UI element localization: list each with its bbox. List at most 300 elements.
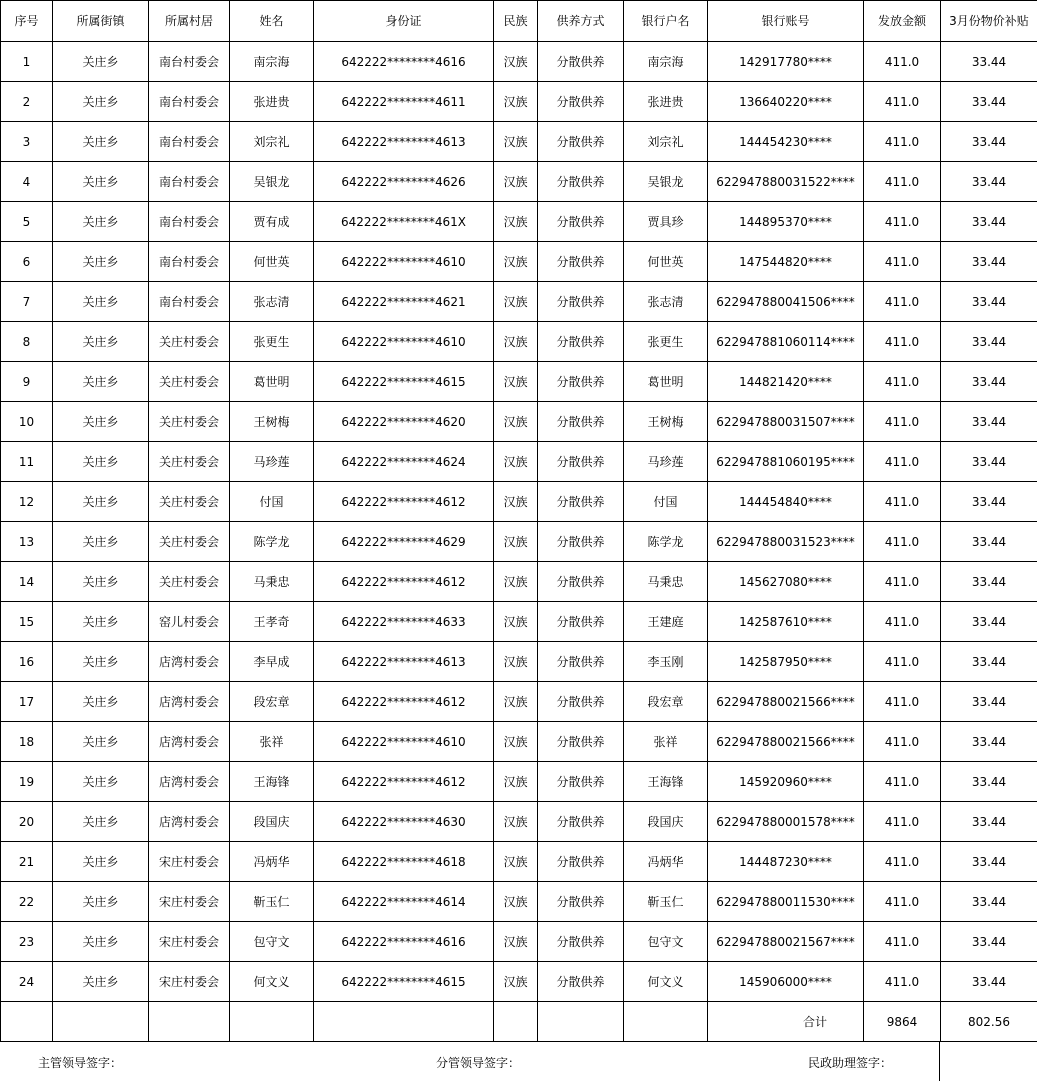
cell-town[interactable]: 关庄乡 (53, 442, 149, 482)
cell-account-number[interactable]: 136640220**** (708, 82, 864, 122)
cell-village[interactable]: 关庄村委会 (149, 442, 230, 482)
cell-account-name[interactable]: 付国 (624, 482, 708, 522)
cell-subsidy[interactable]: 33.44 (941, 522, 1037, 562)
cell-name[interactable]: 何世英 (230, 242, 314, 282)
cell-name[interactable]: 葛世明 (230, 362, 314, 402)
cell-id-card[interactable]: 642222********4611 (314, 82, 494, 122)
cell-account-number[interactable]: 622947880011530**** (708, 882, 864, 922)
cell-support-type[interactable]: 分散供养 (538, 242, 624, 282)
cell-id-card[interactable]: 642222********4624 (314, 442, 494, 482)
cell-name[interactable]: 段宏章 (230, 682, 314, 722)
cell-amount[interactable]: 411.0 (864, 202, 941, 242)
cell-name[interactable]: 张志清 (230, 282, 314, 322)
cell-id-card[interactable]: 642222********4613 (314, 122, 494, 162)
cell-subsidy[interactable]: 33.44 (941, 282, 1037, 322)
cell-account-name[interactable]: 刘宗礼 (624, 122, 708, 162)
cell-village[interactable]: 关庄村委会 (149, 362, 230, 402)
table-row (1, 402, 1037, 442)
empty-cell[interactable] (624, 1002, 708, 1042)
cell-subsidy[interactable]: 33.44 (941, 442, 1037, 482)
cell-village[interactable]: 店湾村委会 (149, 722, 230, 762)
empty-cell[interactable] (230, 1002, 314, 1042)
cell-id-card[interactable]: 642222********4612 (314, 482, 494, 522)
cell-town[interactable]: 关庄乡 (53, 482, 149, 522)
cell-subsidy[interactable]: 33.44 (941, 362, 1037, 402)
cell-support-type[interactable]: 分散供养 (538, 802, 624, 842)
cell-account-name[interactable]: 张志清 (624, 282, 708, 322)
cell-name[interactable]: 靳玉仁 (230, 882, 314, 922)
cell-ethnicity[interactable]: 汉族 (494, 482, 538, 522)
cell-village[interactable]: 南台村委会 (149, 162, 230, 202)
cell-town[interactable]: 关庄乡 (53, 602, 149, 642)
cell-subsidy[interactable]: 33.44 (941, 642, 1037, 682)
header-cell-id-card[interactable]: 身份证 (314, 1, 494, 42)
cell-amount[interactable]: 411.0 (864, 762, 941, 802)
cell-subsidy[interactable]: 33.44 (941, 82, 1037, 122)
table-row (1, 602, 1037, 642)
cell-town[interactable]: 关庄乡 (53, 322, 149, 362)
cell-town[interactable]: 关庄乡 (53, 922, 149, 962)
cell-id-card[interactable]: 642222********4612 (314, 562, 494, 602)
cell-village[interactable]: 关庄村委会 (149, 482, 230, 522)
cell-index[interactable]: 24 (1, 962, 53, 1002)
cell-village[interactable]: 南台村委会 (149, 282, 230, 322)
cell-ethnicity[interactable]: 汉族 (494, 322, 538, 362)
cell-id-card[interactable]: 642222********4616 (314, 922, 494, 962)
cell-amount[interactable]: 411.0 (864, 842, 941, 882)
cell-name[interactable]: 刘宗礼 (230, 122, 314, 162)
cell-subsidy[interactable]: 33.44 (941, 922, 1037, 962)
cell-name[interactable]: 王孝奇 (230, 602, 314, 642)
cell-amount[interactable]: 411.0 (864, 82, 941, 122)
cell-index[interactable]: 20 (1, 802, 53, 842)
cell-subsidy[interactable]: 33.44 (941, 602, 1037, 642)
cell-town[interactable]: 关庄乡 (53, 962, 149, 1002)
cell-amount[interactable]: 411.0 (864, 962, 941, 1002)
cell-support-type[interactable]: 分散供养 (538, 482, 624, 522)
cell-amount[interactable]: 411.0 (864, 402, 941, 442)
cell-village[interactable]: 宋庄村委会 (149, 882, 230, 922)
empty-cell[interactable] (314, 1002, 494, 1042)
cell-id-card[interactable]: 642222********4612 (314, 762, 494, 802)
header-cell-support-type[interactable]: 供养方式 (538, 1, 624, 42)
header-cell-town[interactable]: 所属街镇 (53, 1, 149, 42)
cell-support-type[interactable]: 分散供养 (538, 282, 624, 322)
cell-account-number[interactable]: 145906000**** (708, 962, 864, 1002)
cell-village[interactable]: 南台村委会 (149, 242, 230, 282)
cell-amount[interactable]: 411.0 (864, 442, 941, 482)
cell-name[interactable]: 吴银龙 (230, 162, 314, 202)
total-amount[interactable]: 9864 (864, 1002, 941, 1042)
cell-subsidy[interactable]: 33.44 (941, 482, 1037, 522)
cell-town[interactable]: 关庄乡 (53, 762, 149, 802)
cell-ethnicity[interactable]: 汉族 (494, 842, 538, 882)
cell-town[interactable]: 关庄乡 (53, 842, 149, 882)
cell-index[interactable]: 9 (1, 362, 53, 402)
cell-index[interactable]: 21 (1, 842, 53, 882)
cell-id-card[interactable]: 642222********4616 (314, 42, 494, 82)
cell-village[interactable]: 宋庄村委会 (149, 842, 230, 882)
cell-amount[interactable]: 411.0 (864, 722, 941, 762)
cell-ethnicity[interactable]: 汉族 (494, 282, 538, 322)
cell-account-name[interactable]: 张祥 (624, 722, 708, 762)
cell-name[interactable]: 王树梅 (230, 402, 314, 442)
header-cell-amount[interactable]: 发放金额 (864, 1, 941, 42)
cell-support-type[interactable]: 分散供养 (538, 42, 624, 82)
cell-account-number[interactable]: 144895370**** (708, 202, 864, 242)
cell-town[interactable]: 关庄乡 (53, 202, 149, 242)
cell-subsidy[interactable]: 33.44 (941, 962, 1037, 1002)
cell-id-card[interactable]: 642222********4615 (314, 362, 494, 402)
cell-account-number[interactable]: 622947880031507**** (708, 402, 864, 442)
cell-name[interactable]: 何文义 (230, 962, 314, 1002)
cell-support-type[interactable]: 分散供养 (538, 122, 624, 162)
cell-id-card[interactable]: 642222********4629 (314, 522, 494, 562)
cell-id-card[interactable]: 642222********4618 (314, 842, 494, 882)
cell-support-type[interactable]: 分散供养 (538, 682, 624, 722)
cell-account-name[interactable]: 王建庭 (624, 602, 708, 642)
cell-town[interactable]: 关庄乡 (53, 642, 149, 682)
cell-ethnicity[interactable]: 汉族 (494, 522, 538, 562)
cell-account-name[interactable]: 何世英 (624, 242, 708, 282)
cell-account-name[interactable]: 马秉忠 (624, 562, 708, 602)
cell-ethnicity[interactable]: 汉族 (494, 642, 538, 682)
cell-support-type[interactable]: 分散供养 (538, 202, 624, 242)
cell-town[interactable]: 关庄乡 (53, 722, 149, 762)
cell-ethnicity[interactable]: 汉族 (494, 762, 538, 802)
cell-name[interactable]: 马珍莲 (230, 442, 314, 482)
cell-account-number[interactable]: 622947880031523**** (708, 522, 864, 562)
cell-index[interactable]: 18 (1, 722, 53, 762)
cell-amount[interactable]: 411.0 (864, 682, 941, 722)
cell-village[interactable]: 宋庄村委会 (149, 922, 230, 962)
cell-account-name[interactable]: 何文义 (624, 962, 708, 1002)
cell-account-name[interactable]: 张进贵 (624, 82, 708, 122)
cell-town[interactable]: 关庄乡 (53, 562, 149, 602)
cell-amount[interactable]: 411.0 (864, 802, 941, 842)
cell-name[interactable]: 张进贵 (230, 82, 314, 122)
cell-account-number[interactable]: 622947881060114**** (708, 322, 864, 362)
cell-subsidy[interactable]: 33.44 (941, 682, 1037, 722)
cell-town[interactable]: 关庄乡 (53, 682, 149, 722)
cell-ethnicity[interactable]: 汉族 (494, 82, 538, 122)
cell-name[interactable]: 贾有成 (230, 202, 314, 242)
cell-id-card[interactable]: 642222********4610 (314, 242, 494, 282)
cell-subsidy[interactable]: 33.44 (941, 882, 1037, 922)
cell-ethnicity[interactable]: 汉族 (494, 242, 538, 282)
cell-support-type[interactable]: 分散供养 (538, 762, 624, 802)
cell-village[interactable]: 店湾村委会 (149, 802, 230, 842)
cell-amount[interactable]: 411.0 (864, 482, 941, 522)
cell-name[interactable]: 张更生 (230, 322, 314, 362)
header-cell-account-number[interactable]: 银行账号 (708, 1, 864, 42)
cell-name[interactable]: 南宗海 (230, 42, 314, 82)
cell-support-type[interactable]: 分散供养 (538, 922, 624, 962)
cell-index[interactable]: 19 (1, 762, 53, 802)
cell-subsidy[interactable]: 33.44 (941, 802, 1037, 842)
cell-account-name[interactable]: 吴银龙 (624, 162, 708, 202)
cell-amount[interactable]: 411.0 (864, 922, 941, 962)
cell-support-type[interactable]: 分散供养 (538, 882, 624, 922)
header-cell-account-name[interactable]: 银行户名 (624, 1, 708, 42)
cell-amount[interactable]: 411.0 (864, 522, 941, 562)
cell-account-number[interactable]: 144454840**** (708, 482, 864, 522)
cell-account-number[interactable]: 622947880001578**** (708, 802, 864, 842)
empty-cell[interactable] (538, 1002, 624, 1042)
cell-index[interactable]: 14 (1, 562, 53, 602)
cell-id-card[interactable]: 642222********4615 (314, 962, 494, 1002)
cell-support-type[interactable]: 分散供养 (538, 842, 624, 882)
cell-account-name[interactable]: 马珍莲 (624, 442, 708, 482)
cell-id-card[interactable]: 642222********461X (314, 202, 494, 242)
cell-name[interactable]: 付国 (230, 482, 314, 522)
cell-ethnicity[interactable]: 汉族 (494, 602, 538, 642)
cell-account-number[interactable]: 622947880021566**** (708, 682, 864, 722)
cell-town[interactable]: 关庄乡 (53, 82, 149, 122)
header-cell-name[interactable]: 姓名 (230, 1, 314, 42)
cell-town[interactable]: 关庄乡 (53, 242, 149, 282)
cell-village[interactable]: 关庄村委会 (149, 402, 230, 442)
table-row (1, 842, 1037, 882)
table-row (1, 362, 1037, 402)
cell-ethnicity[interactable]: 汉族 (494, 362, 538, 402)
cell-subsidy[interactable]: 33.44 (941, 842, 1037, 882)
cell-name[interactable]: 段国庆 (230, 802, 314, 842)
cell-account-name[interactable]: 靳玉仁 (624, 882, 708, 922)
cell-amount[interactable]: 411.0 (864, 162, 941, 202)
cell-index[interactable]: 2 (1, 82, 53, 122)
cell-id-card[interactable]: 642222********4610 (314, 722, 494, 762)
cell-index[interactable]: 22 (1, 882, 53, 922)
cell-name[interactable]: 陈学龙 (230, 522, 314, 562)
table-row (1, 242, 1037, 282)
cell-ethnicity[interactable]: 汉族 (494, 922, 538, 962)
cell-support-type[interactable]: 分散供养 (538, 522, 624, 562)
cell-account-number[interactable]: 622947880031522**** (708, 162, 864, 202)
cell-id-card[interactable]: 642222********4614 (314, 882, 494, 922)
cell-village[interactable]: 窑儿村委会 (149, 602, 230, 642)
cell-index[interactable]: 3 (1, 122, 53, 162)
cell-town[interactable]: 关庄乡 (53, 162, 149, 202)
cell-account-number[interactable]: 622947881060195**** (708, 442, 864, 482)
cell-village[interactable]: 关庄村委会 (149, 522, 230, 562)
cell-amount[interactable]: 411.0 (864, 322, 941, 362)
cell-account-name[interactable]: 张更生 (624, 322, 708, 362)
cell-support-type[interactable]: 分散供养 (538, 642, 624, 682)
table-row (1, 562, 1037, 602)
cell-support-type[interactable]: 分散供养 (538, 442, 624, 482)
cell-ethnicity[interactable]: 汉族 (494, 202, 538, 242)
cell-village[interactable]: 宋庄村委会 (149, 962, 230, 1002)
cell-ethnicity[interactable]: 汉族 (494, 802, 538, 842)
empty-cell[interactable] (53, 1002, 149, 1042)
empty-cell[interactable] (494, 1002, 538, 1042)
cell-account-number[interactable]: 147544820**** (708, 242, 864, 282)
cell-id-card[interactable]: 642222********4626 (314, 162, 494, 202)
cell-subsidy[interactable]: 33.44 (941, 562, 1037, 602)
cell-account-name[interactable]: 李玉刚 (624, 642, 708, 682)
cell-support-type[interactable]: 分散供养 (538, 322, 624, 362)
cell-id-card[interactable]: 642222********4610 (314, 322, 494, 362)
cell-index[interactable]: 23 (1, 922, 53, 962)
cell-support-type[interactable]: 分散供养 (538, 962, 624, 1002)
cell-index[interactable]: 13 (1, 522, 53, 562)
cell-name[interactable]: 张祥 (230, 722, 314, 762)
cell-name[interactable]: 包守文 (230, 922, 314, 962)
cell-subsidy[interactable]: 33.44 (941, 242, 1037, 282)
cell-ethnicity[interactable]: 汉族 (494, 442, 538, 482)
cell-index[interactable]: 15 (1, 602, 53, 642)
cell-account-number[interactable]: 622947880041506**** (708, 282, 864, 322)
cell-village[interactable]: 南台村委会 (149, 42, 230, 82)
cell-amount[interactable]: 411.0 (864, 602, 941, 642)
cell-index[interactable]: 11 (1, 442, 53, 482)
header-cell-ethnicity[interactable]: 民族 (494, 1, 538, 42)
cell-support-type[interactable]: 分散供养 (538, 602, 624, 642)
cell-index[interactable]: 1 (1, 42, 53, 82)
cell-support-type[interactable]: 分散供养 (538, 362, 624, 402)
cell-amount[interactable]: 411.0 (864, 362, 941, 402)
cell-index[interactable]: 7 (1, 282, 53, 322)
cell-support-type[interactable]: 分散供养 (538, 722, 624, 762)
cell-ethnicity[interactable]: 汉族 (494, 122, 538, 162)
cell-index[interactable]: 4 (1, 162, 53, 202)
table-row (1, 722, 1037, 762)
header-cell-subsidy[interactable]: 3月份物价补贴 (941, 1, 1037, 42)
cell-name[interactable]: 冯炳华 (230, 842, 314, 882)
cell-account-name[interactable]: 葛世明 (624, 362, 708, 402)
cell-amount[interactable]: 411.0 (864, 42, 941, 82)
cell-account-name[interactable]: 段国庆 (624, 802, 708, 842)
table-row (1, 282, 1037, 322)
cell-ethnicity[interactable]: 汉族 (494, 562, 538, 602)
cell-town[interactable]: 关庄乡 (53, 362, 149, 402)
cell-amount[interactable]: 411.0 (864, 242, 941, 282)
empty-cell[interactable] (149, 1002, 230, 1042)
cell-subsidy[interactable]: 33.44 (941, 402, 1037, 442)
cell-subsidy[interactable]: 33.44 (941, 122, 1037, 162)
cell-account-name[interactable]: 包守文 (624, 922, 708, 962)
cell-account-number[interactable]: 142587950**** (708, 642, 864, 682)
cell-subsidy[interactable]: 33.44 (941, 322, 1037, 362)
deputy-signature-label: 分管领导签字： (436, 1056, 521, 1070)
cell-index[interactable]: 17 (1, 682, 53, 722)
cell-village[interactable]: 南台村委会 (149, 202, 230, 242)
cell-account-name[interactable]: 冯炳华 (624, 842, 708, 882)
cell-id-card[interactable]: 642222********4633 (314, 602, 494, 642)
footer-divider (939, 1041, 940, 1081)
cell-town[interactable]: 关庄乡 (53, 282, 149, 322)
cell-account-number[interactable]: 144454230**** (708, 122, 864, 162)
cell-index[interactable]: 8 (1, 322, 53, 362)
cell-support-type[interactable]: 分散供养 (538, 402, 624, 442)
cell-account-name[interactable]: 王树梅 (624, 402, 708, 442)
cell-amount[interactable]: 411.0 (864, 642, 941, 682)
table-row (1, 162, 1037, 202)
cell-account-number[interactable]: 622947880021566**** (708, 722, 864, 762)
cell-name[interactable]: 王海锋 (230, 762, 314, 802)
total-label[interactable]: 合计 (708, 1002, 864, 1042)
cell-account-number[interactable]: 144487230**** (708, 842, 864, 882)
cell-name[interactable]: 马秉忠 (230, 562, 314, 602)
cell-town[interactable]: 关庄乡 (53, 802, 149, 842)
cell-ethnicity[interactable]: 汉族 (494, 162, 538, 202)
empty-cell[interactable] (1, 1002, 53, 1042)
cell-account-name[interactable]: 贾具珍 (624, 202, 708, 242)
cell-town[interactable]: 关庄乡 (53, 42, 149, 82)
cell-id-card[interactable]: 642222********4613 (314, 642, 494, 682)
cell-village[interactable]: 店湾村委会 (149, 682, 230, 722)
cell-ethnicity[interactable]: 汉族 (494, 882, 538, 922)
cell-ethnicity[interactable]: 汉族 (494, 962, 538, 1002)
cell-index[interactable]: 6 (1, 242, 53, 282)
cell-account-number[interactable]: 622947880021567**** (708, 922, 864, 962)
cell-village[interactable]: 南台村委会 (149, 82, 230, 122)
cell-id-card[interactable]: 642222********4621 (314, 282, 494, 322)
header-cell-index[interactable]: 序号 (1, 1, 53, 42)
table-row (1, 962, 1037, 1002)
cell-index[interactable]: 10 (1, 402, 53, 442)
cell-town[interactable]: 关庄乡 (53, 882, 149, 922)
total-subsidy[interactable]: 802.56 (941, 1002, 1037, 1042)
cell-village[interactable]: 店湾村委会 (149, 642, 230, 682)
cell-account-name[interactable]: 王海锋 (624, 762, 708, 802)
cell-ethnicity[interactable]: 汉族 (494, 722, 538, 762)
cell-subsidy[interactable]: 33.44 (941, 202, 1037, 242)
header-cell-village[interactable]: 所属村居 (149, 1, 230, 42)
cell-ethnicity[interactable]: 汉族 (494, 682, 538, 722)
cell-subsidy[interactable]: 33.44 (941, 722, 1037, 762)
cell-account-name[interactable]: 南宗海 (624, 42, 708, 82)
cell-subsidy[interactable]: 33.44 (941, 762, 1037, 802)
cell-account-name[interactable]: 陈学龙 (624, 522, 708, 562)
cell-support-type[interactable]: 分散供养 (538, 562, 624, 602)
cell-index[interactable]: 16 (1, 642, 53, 682)
cell-index[interactable]: 5 (1, 202, 53, 242)
table-row (1, 322, 1037, 362)
cell-village[interactable]: 关庄村委会 (149, 322, 230, 362)
cell-town[interactable]: 关庄乡 (53, 402, 149, 442)
cell-subsidy[interactable]: 33.44 (941, 42, 1037, 82)
cell-index[interactable]: 12 (1, 482, 53, 522)
cell-support-type[interactable]: 分散供养 (538, 162, 624, 202)
cell-support-type[interactable]: 分散供养 (538, 82, 624, 122)
cell-subsidy[interactable]: 33.44 (941, 162, 1037, 202)
cell-name[interactable]: 李早成 (230, 642, 314, 682)
cell-village[interactable]: 关庄村委会 (149, 562, 230, 602)
cell-town[interactable]: 关庄乡 (53, 522, 149, 562)
cell-account-number[interactable]: 142917780**** (708, 42, 864, 82)
cell-amount[interactable]: 411.0 (864, 122, 941, 162)
cell-village[interactable]: 南台村委会 (149, 122, 230, 162)
cell-amount[interactable]: 411.0 (864, 562, 941, 602)
cell-ethnicity[interactable]: 汉族 (494, 402, 538, 442)
cell-id-card[interactable]: 642222********4620 (314, 402, 494, 442)
table-row (1, 882, 1037, 922)
cell-ethnicity[interactable]: 汉族 (494, 42, 538, 82)
cell-account-name[interactable]: 段宏章 (624, 682, 708, 722)
cell-id-card[interactable]: 642222********4630 (314, 802, 494, 842)
cell-id-card[interactable]: 642222********4612 (314, 682, 494, 722)
cell-account-number[interactable]: 142587610**** (708, 602, 864, 642)
cell-town[interactable]: 关庄乡 (53, 122, 149, 162)
cell-account-number[interactable]: 145920960**** (708, 762, 864, 802)
cell-amount[interactable]: 411.0 (864, 882, 941, 922)
cell-village[interactable]: 店湾村委会 (149, 762, 230, 802)
cell-account-number[interactable]: 144821420**** (708, 362, 864, 402)
cell-amount[interactable]: 411.0 (864, 282, 941, 322)
cell-account-number[interactable]: 145627080**** (708, 562, 864, 602)
